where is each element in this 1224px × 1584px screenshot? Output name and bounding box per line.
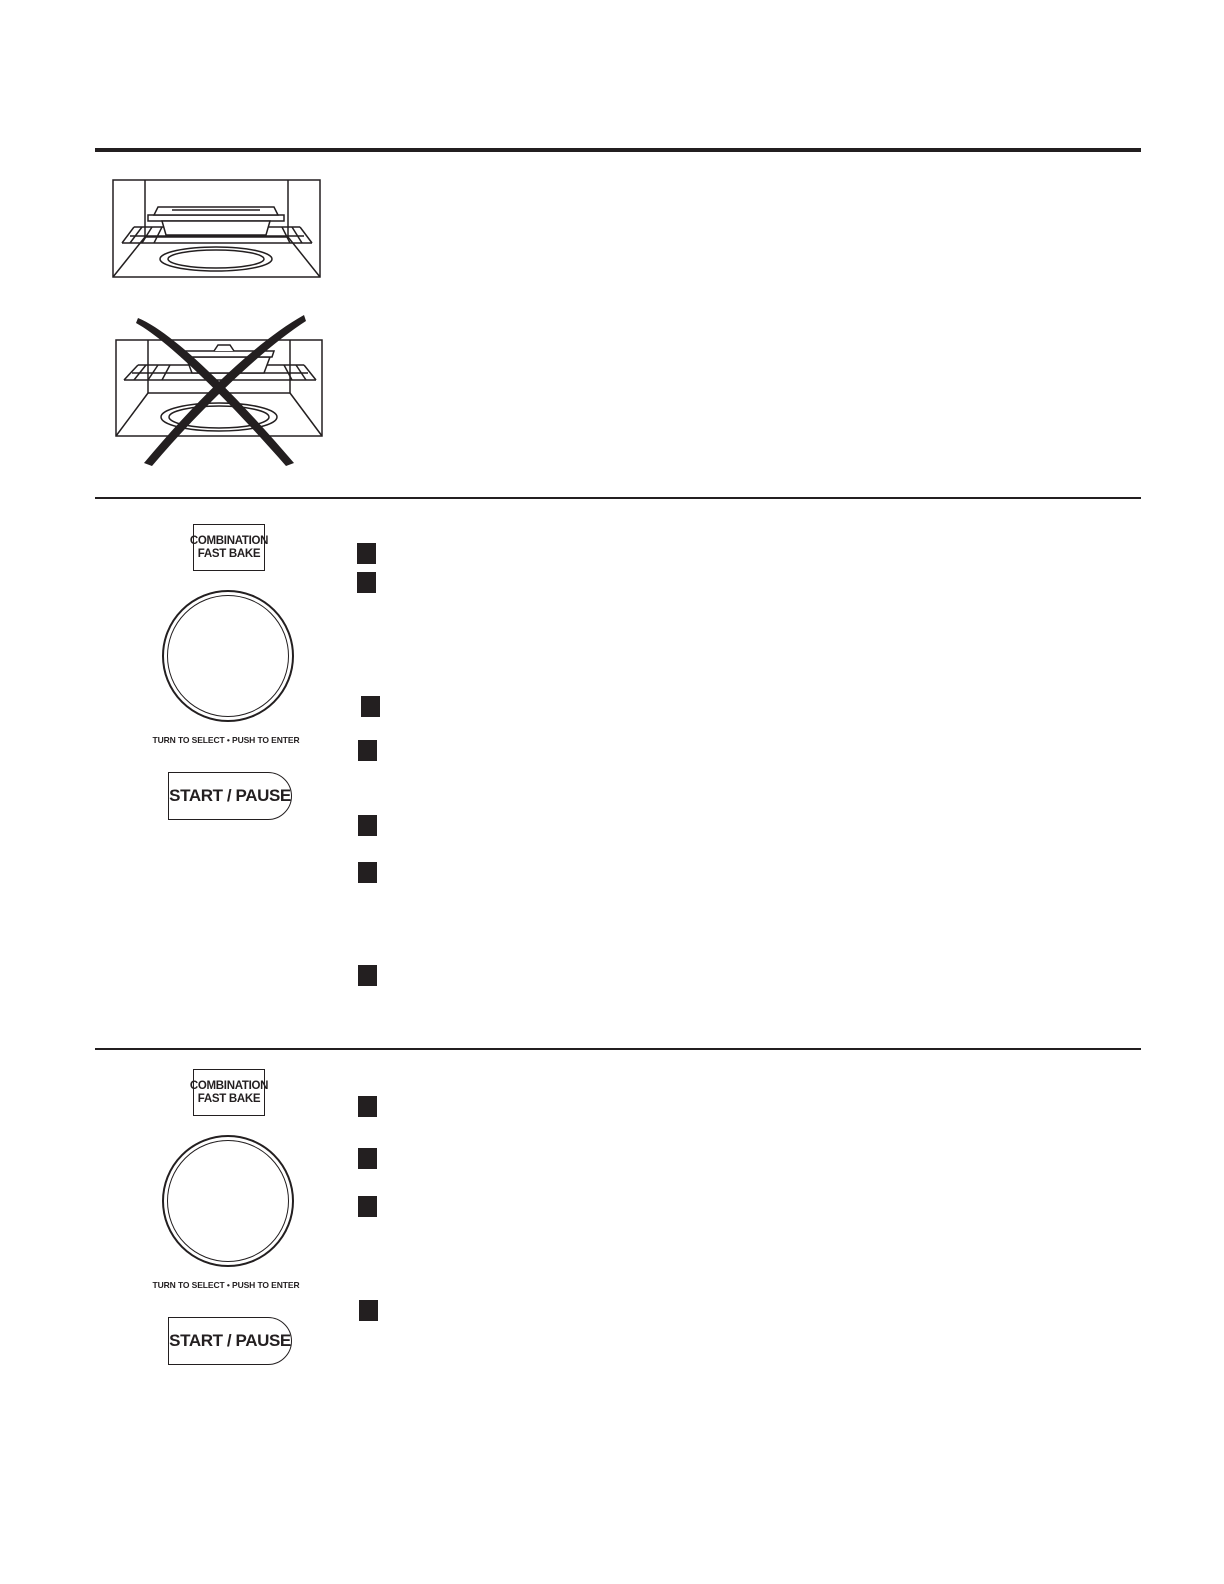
selector-dial[interactable] xyxy=(162,1135,294,1267)
section-divider-2 xyxy=(95,1048,1141,1050)
oven-rack-crossed-out-icon xyxy=(114,313,326,467)
top-rule xyxy=(95,148,1141,152)
step-marker xyxy=(358,862,377,883)
step-marker xyxy=(358,1148,377,1169)
step-marker xyxy=(358,815,377,836)
dial-caption: TURN TO SELECT • PUSH TO ENTER xyxy=(152,735,300,745)
step-marker xyxy=(361,696,380,717)
step-marker xyxy=(358,965,377,986)
step-marker xyxy=(358,740,377,761)
step-marker xyxy=(359,1300,378,1321)
section-divider-1 xyxy=(95,497,1141,499)
combination-fast-bake-line2: FAST BAKE xyxy=(197,547,261,560)
step-marker xyxy=(358,1096,377,1117)
step-marker xyxy=(358,1196,377,1217)
step-marker xyxy=(357,543,376,564)
dial-caption: TURN TO SELECT • PUSH TO ENTER xyxy=(152,1280,300,1290)
combination-fast-bake-line1: COMBINATION xyxy=(189,534,269,547)
combination-fast-bake-key[interactable] xyxy=(189,1069,269,1116)
oven-rack-upper-position-icon xyxy=(112,179,322,279)
start-pause-button[interactable]: START / PAUSE xyxy=(168,772,292,820)
combination-fast-bake-key[interactable] xyxy=(189,524,269,571)
selector-dial[interactable] xyxy=(162,590,294,722)
start-pause-button[interactable]: START / PAUSE xyxy=(168,1317,292,1365)
combination-fast-bake-line2: FAST BAKE xyxy=(197,1092,261,1105)
step-marker xyxy=(357,572,376,593)
combination-fast-bake-line1: COMBINATION xyxy=(189,1079,269,1092)
